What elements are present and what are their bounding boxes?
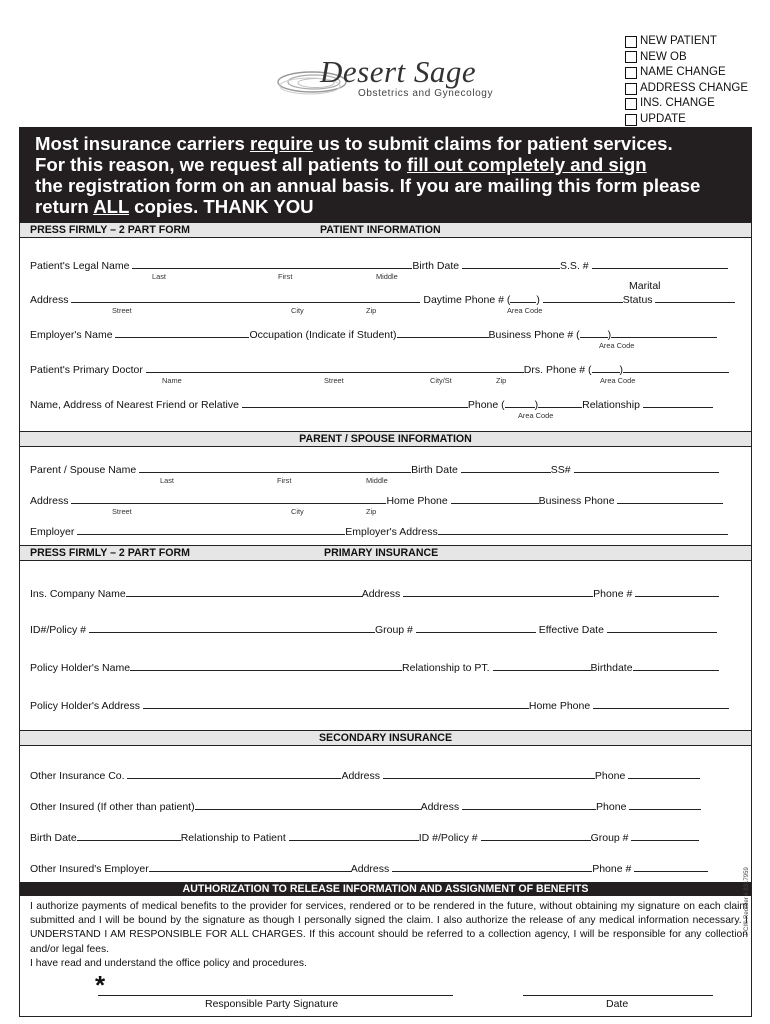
section-header-secondary: SECONDARY INSURANCE	[20, 730, 751, 746]
checkbox-new-patient[interactable]: NEW PATIENT	[625, 34, 765, 50]
status-checkboxes	[625, 34, 765, 128]
checkbox-square-icon[interactable]	[625, 36, 637, 48]
policy-holder-address-field[interactable]: Policy Holder's Address Home Phone	[30, 698, 729, 712]
form-frame	[19, 222, 752, 1017]
parent-employer-field[interactable]: Employer Employer's Address	[30, 524, 728, 538]
parent-name-field[interactable]: Parent / Spouse Name Birth Date SS#	[30, 462, 719, 476]
checkbox-square-icon[interactable]	[625, 98, 637, 110]
checkbox-square-icon[interactable]	[625, 51, 637, 63]
nearest-relative-field[interactable]: Name, Address of Nearest Friend or Relative Phone ( ) Relationship	[30, 397, 713, 411]
policy-holder-name-field[interactable]: Policy Holder's Name Relationship to PT. Birthdate	[30, 660, 719, 674]
checkbox-ins-change[interactable]: INS. CHANGE	[625, 96, 765, 112]
clinic-logo	[270, 52, 500, 106]
ins-company-field[interactable]: Ins. Company Name Address Phone #	[30, 586, 719, 600]
checkbox-new-ob[interactable]: NEW OB	[625, 50, 765, 66]
parent-address-field[interactable]: Address Home Phone Business Phone	[30, 493, 723, 507]
section-header-primary: PRESS FIRMLY – 2 PART FORM PRIMARY INSURANCE	[20, 545, 751, 561]
signature-label: Responsible Party Signature	[205, 998, 339, 1010]
signature-star-icon: *	[95, 970, 106, 1000]
employer-field[interactable]: Employer's Name Occupation (Indicate if Student) Business Phone # ( )	[30, 327, 717, 341]
checkbox-square-icon[interactable]	[625, 83, 637, 95]
other-insurance-field[interactable]: Other Insurance Co. Address Phone	[30, 768, 700, 782]
checkbox-name-change[interactable]: NAME CHANGE	[625, 65, 765, 81]
checkbox-square-icon[interactable]	[625, 67, 637, 79]
authorization-text: I authorize payments of medical benefits to the provider for services, rendered or to be rendered in the future, without obtaining my signature on each claim submitted and I will be bound by the signature as though I personally signed the claim. I also authorize the release of any medical information necessary. I UNDERSTAND I AM RESPONSIBLE FOR ALL CHARGES. If this account should be referred to a collection agency, I will be responsible for any collection and/or legal fees. I have read and understand the office policy and procedures.	[30, 901, 748, 969]
date-label: Date	[606, 998, 629, 1010]
section-header-parent: PARENT / SPOUSE INFORMATION	[20, 431, 751, 447]
banner-line-3: the registration form on an annual basis. If you are mailing this form please	[35, 175, 701, 196]
primary-doctor-field[interactable]: Patient's Primary Doctor Drs. Phone # ( )	[30, 362, 729, 376]
logo-name: Desert Sage	[320, 54, 477, 89]
reorder-number: PCI® Reorder # 8317959	[744, 867, 750, 935]
other-birth-date-field[interactable]: Birth Date Relationship to Patient ID #/Policy # Group #	[30, 830, 699, 844]
banner-line-1: Most insurance carriers require us to submit claims for patient services.	[35, 133, 673, 154]
banner-line-2: For this reason, we request all patients to fill out completely and sign	[35, 154, 647, 175]
logo-subtitle: Obstetrics and Gynecology	[358, 88, 494, 99]
legal-name-field[interactable]: Patient's Legal Name Birth Date S.S. #	[30, 258, 728, 272]
date-line[interactable]	[523, 995, 713, 996]
address-field[interactable]: Address Daytime Phone # ( ) Status	[30, 292, 735, 306]
checkbox-square-icon[interactable]	[625, 114, 637, 126]
other-insured-field[interactable]: Other Insured (If other than patient) Address Phone	[30, 799, 701, 813]
id-policy-field[interactable]: ID#/Policy # Group # Effective Date	[30, 622, 717, 636]
section-header-authorization: AUTHORIZATION TO RELEASE INFORMATION AND ASSIGNMENT OF BENEFITS	[20, 882, 751, 896]
other-employer-field[interactable]: Other Insured's Employer Address Phone #	[30, 861, 708, 875]
checkbox-address-change[interactable]: ADDRESS CHANGE	[625, 81, 765, 97]
signature-line[interactable]	[98, 995, 453, 996]
instruction-banner	[19, 127, 752, 222]
banner-line-4: return ALL copies. THANK YOU	[35, 196, 314, 217]
checkbox-update[interactable]: UPDATE	[625, 112, 765, 128]
section-header-patient: PRESS FIRMLY – 2 PART FORM PATIENT INFORMATION	[20, 222, 751, 238]
